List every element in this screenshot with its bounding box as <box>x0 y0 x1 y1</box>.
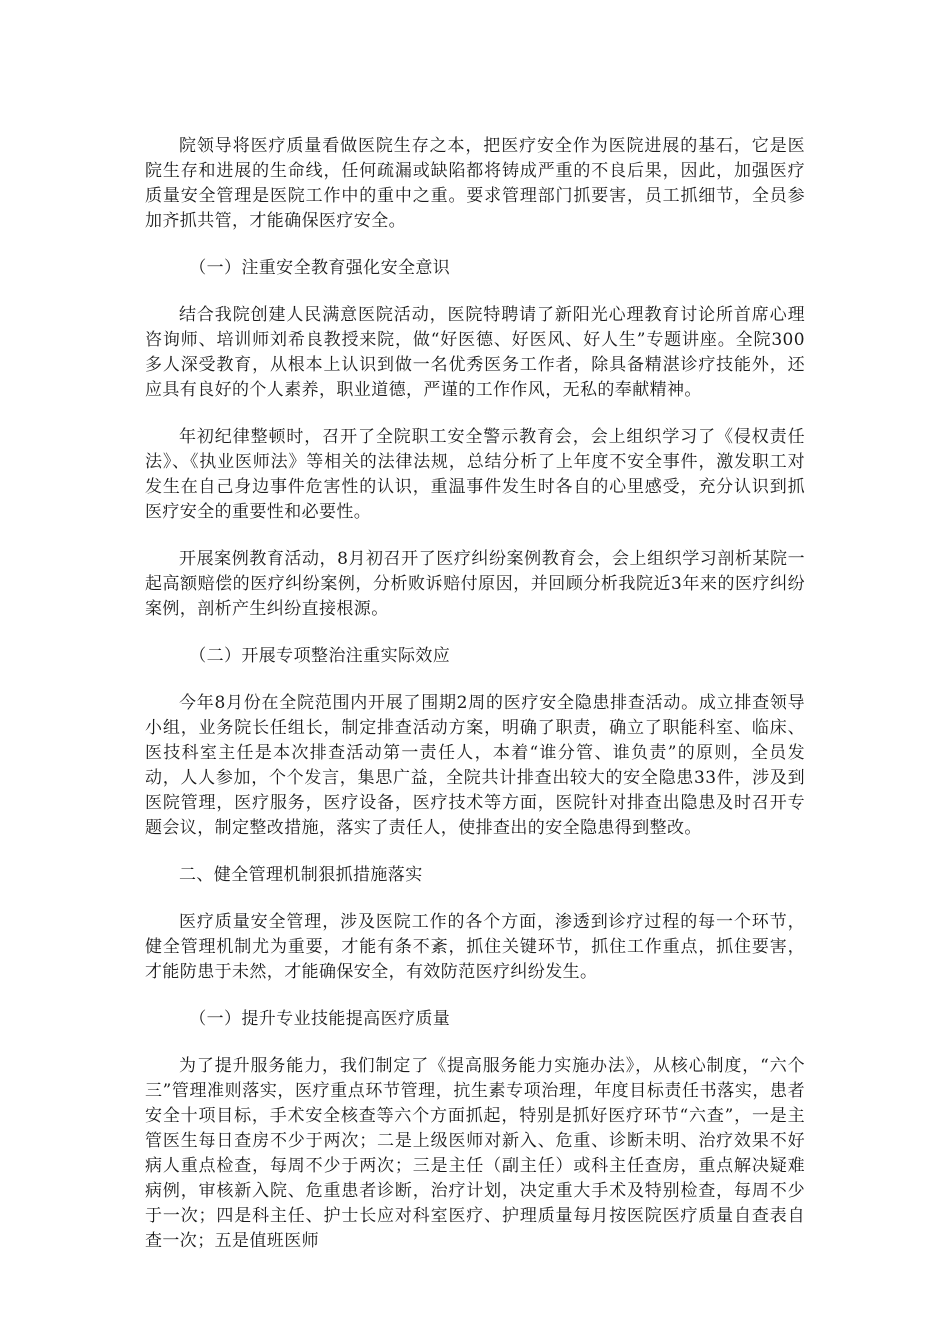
paragraph-service-capability: 为了提升服务能力，我们制定了《提高服务能力实施办法》，从核心制度，“六个三”管理准则落实，医疗重点环节管理，抗生素专项治理，年度目标责任书落实，患者安全十项目标，手术安全核查等六个方面抓起，特别是抓好医疗环节“六查”，一是主管医生每日查房不少于两次；二是上级医师对新入、危重、诊断未明、治疗效果不好病人重点检查，每周不少于两次；三是主任（副主任）或科主任查房，重点解决疑难病例，审核新入院、危重患者诊断，治疗计划，决定重大手术及特别检查，每周不少于一次；四是科主任、护士长应对科室医疗、护理质量每月按医院医疗质量自查表自查一次；五是值班医师 <box>145 1056 805 1251</box>
paragraph-hazard-inspection: 今年8月份在全院范围内开展了围期2周的医疗安全隐患排查活动。成立排查领导小组，业务院长任组长，制定排查活动方案，明确了职责，确立了职能科室、临床、医技科室主任是本次排查活动第一责任人，本着“谁分管、谁负责”的原则，全员发动，人人参加，个个发言，集思广益，全院共计排查出较大的安全隐患33件，涉及到医院管理，医疗服务，医疗设备，医疗技术等方面，医院针对排查出隐患及时召开专题会议，制定整改措施，落实了责任人，使排查出的安全隐患得到整改。 <box>145 693 805 838</box>
section-heading-safety-education: （一）注重安全教育强化安全意识 <box>189 258 451 278</box>
paragraph-discipline: 年初纪律整顿时，召开了全院职工安全警示教育会，会上组织学习了《侵权责任法》、《执业医师法》等相关的法律法规，总结分析了上年度不安全事件，激发职工对发生在自己身边事件危害性的认识，重温事件发生时各自的心里感受，充分认识到抓医疗安全的重要性和必要性。 <box>145 427 805 522</box>
paragraph-intro: 院领导将医疗质量看做医院生存之本，把医疗安全作为医院进展的基石，它是医院生存和进展的生命线，任何疏漏或缺陷都将铸成严重的不良后果，因此，加强医疗质量安全管理是医院工作中的重中之重。要求管理部门抓要害，员工抓细节，全员参加齐抓共管，才能确保医疗安全。 <box>145 136 805 231</box>
document-page <box>145 134 805 1254</box>
paragraph-lecture: 结合我院创建人民满意医院活动，医院特聘请了新阳光心理教育讨论所首席心理咨询师、培训师刘希良教授来院，做“好医德、好医风、好人生”专题讲座。全院300多人深受教育，从根本上认识到做一名优秀医务工作者，除具备精湛诊疗技能外，还应具有良好的个人素养，职业道德，严谨的工作作风，无私的奉献精神。 <box>145 305 805 400</box>
section-heading-management-mechanism: 二、健全管理机制狠抓措施落实 <box>179 865 423 885</box>
section-heading-special-rectification: （二）开展专项整治注重实际效应 <box>189 646 451 666</box>
section-heading-professional-skills: （一）提升专业技能提高医疗质量 <box>189 1009 451 1029</box>
paragraph-quality-management: 医疗质量安全管理，涉及医院工作的各个方面，渗透到诊疗过程的每一个环节，健全管理机制尤为重要，才能有条不紊，抓住关键环节，抓住工作重点，抓住要害，才能防患于未然，才能确保安全，有效防范医疗纠纷发生。 <box>145 912 805 982</box>
paragraph-case-education: 开展案例教育活动，8月初召开了医疗纠纷案例教育会，会上组织学习剖析某院一起高额赔偿的医疗纠纷案例，分析败诉赔付原因，并回顾分析我院近3年来的医疗纠纷案例，剖析产生纠纷直接根源。 <box>145 549 805 619</box>
